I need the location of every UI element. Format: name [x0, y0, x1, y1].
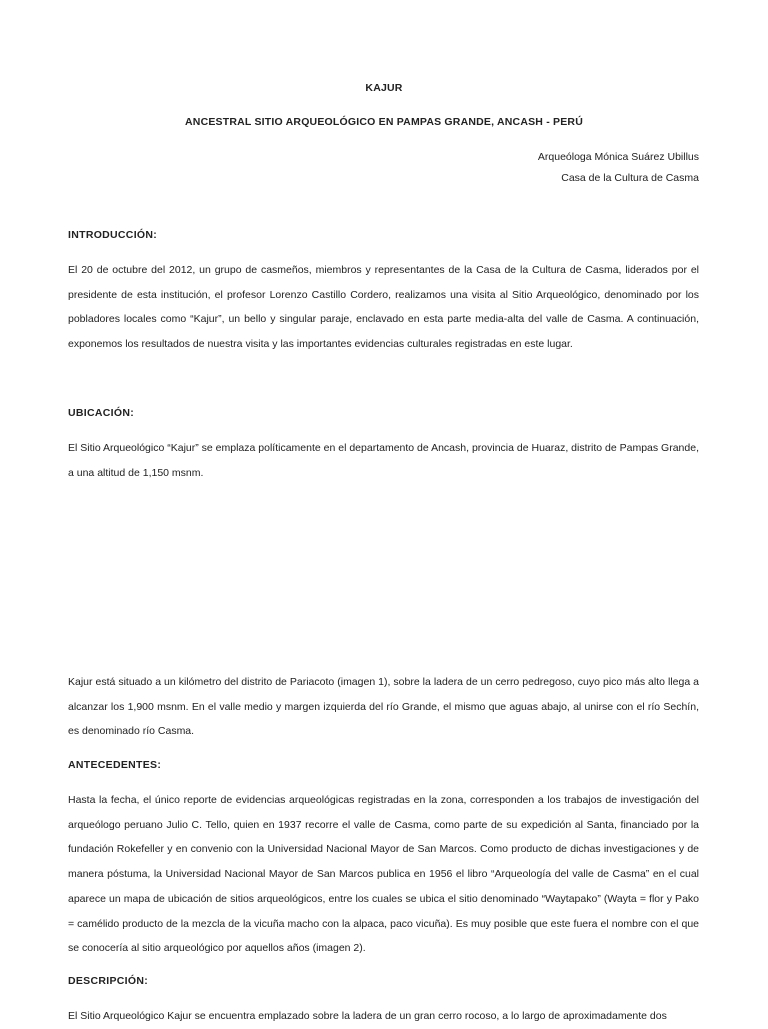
- paragraph-ubicacion-1: El Sitio Arqueológico “Kajur” se emplaza políticamente en el departamento de Ancash, provincia de Huaraz, distrito de Pampas Grande, a una altitud de 1,150 msnm.: [68, 442, 699, 479]
- paragraph-descripcion: El Sitio Arqueológico Kajur se encuentra emplazado sobre la ladera de un gran cerro rocoso, a lo largo de aproximadamente dos: [68, 1010, 667, 1022]
- author-affiliation: Casa de la Cultura de Casma: [561, 172, 699, 184]
- document-title: KAJUR: [365, 82, 403, 94]
- paragraph-antecedentes: Hasta la fecha, el único reporte de evidencias arqueológicas registradas en la zona, corresponden a los trabajos de investigación del arqueólogo peruano Julio C. Tello, quien en 1937 recorre el valle de Casma, como parte de su expedición al Santa, financiado por la fundación Rokefeller y en convenio con la Universidad Nacional Mayor de San Marcos. Como producto de dichas investigaciones y de manera póstuma, la Universidad Nacional Mayor de San Marcos publica en 1956 el libro “Arqueología del valle de Casma” en el cual aparece un mapa de ubicación de sitios arqueológicos, entre los cuales se ubica el sitio denominado “Waytapako” (Wayta = flor y Pako = camélido producto de la mezcla de la vicuña macho con la alpaca, paco vicuña). Es muy posible que este fuera el nombre con el que se conocería al sitio arqueológico por aquellos años (imagen 2).: [68, 794, 699, 955]
- section-heading-descripcion: DESCRIPCIÓN:: [68, 975, 149, 987]
- paragraph-ubicacion-2: Kajur está situado a un kilómetro del distrito de Pariacoto (imagen 1), sobre la ladera de un cerro pedregoso, cuyo pico más alto llega a alcanzar los 1,900 msnm. En el valle medio y margen izquierda del río Grande, el mismo que aguas abajo, al unirse con el río Sechín, es denominado río Casma.: [68, 676, 699, 738]
- paragraph-introduccion: El 20 de octubre del 2012, un grupo de casmeños, miembros y representantes de la Casa de la Cultura de Casma, liderados por el presidente de esta institución, el profesor Lorenzo Castillo Cordero, realizamos una visita al Sitio Arqueológico, denominado por los pobladores locales como “Kajur”, un bello y singular paraje, enclavado en esta parte media-alta del valle de Casma. A continuación, exponemos los resultados de nuestra visita y las importantes evidencias culturales registradas en este lugar.: [68, 264, 699, 351]
- section-heading-introduccion: INTRODUCCIÓN:: [68, 229, 158, 241]
- author-name: Arqueóloga Mónica Suárez Ubillus: [537, 151, 699, 163]
- section-heading-antecedentes: ANTECEDENTES:: [68, 759, 162, 771]
- document-subtitle: ANCESTRAL SITIO ARQUEOLÓGICO EN PAMPAS GRANDE, ANCASH - PERÚ: [185, 116, 583, 128]
- section-heading-ubicacion: UBICACIÓN:: [68, 407, 134, 419]
